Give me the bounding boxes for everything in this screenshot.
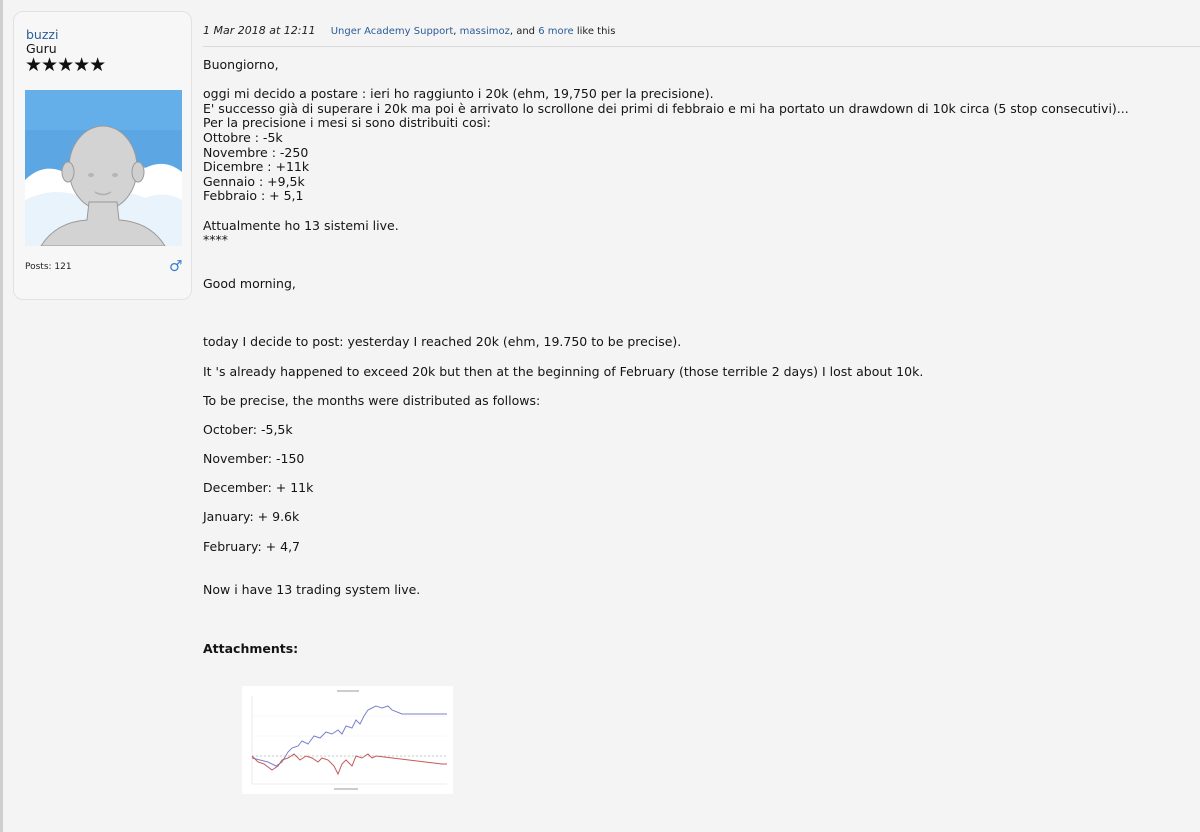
body-line: oggi mi decido a postare : ieri ho raggiunto i 20k (ehm, 19,750 per la precisione). xyxy=(203,86,714,102)
month-result-january: January: + 9.6k xyxy=(203,509,300,524)
english-paragraph: It 's already happened to exceed 20k but then at the beginning of February (those terrible 2 days) I lost about 10k. xyxy=(203,364,924,379)
month-result-november: November: -150 xyxy=(203,451,305,466)
body-blank-line xyxy=(203,204,1129,219)
attachment-thumbnail[interactable] xyxy=(242,686,453,794)
body-line: Febbraio : + 5,1 xyxy=(203,188,304,204)
more-likers-link[interactable]: 6 more xyxy=(538,26,574,37)
body-line: Per la precisione i mesi si sono distribuiti così: xyxy=(203,115,491,131)
header-divider xyxy=(203,46,1200,47)
liker-link-1[interactable]: Unger Academy Support xyxy=(330,26,454,37)
english-paragraph: To be precise, the months were distributed as follows: xyxy=(203,393,541,408)
user-rank: Guru xyxy=(26,41,57,56)
likes-suffix: like this xyxy=(573,26,616,37)
likes-separator: , xyxy=(453,26,460,37)
equity-chart-thumbnail-icon xyxy=(242,686,453,794)
body-line: Gennaio : +9,5k xyxy=(203,173,305,189)
avatar[interactable] xyxy=(25,90,182,246)
body-line: Dicembre : +11k xyxy=(203,159,310,175)
post-body-italian xyxy=(203,58,1129,248)
likes-separator: , and xyxy=(509,26,539,37)
month-result-february: February: + 4,7 xyxy=(203,539,300,554)
body-line: Attualmente ho 13 sistemi live. xyxy=(203,217,399,233)
english-paragraph: Now i have 13 trading system live. xyxy=(203,582,421,597)
body-line: Buongiorno, xyxy=(203,57,279,72)
user-info-card xyxy=(13,11,192,300)
body-line: Ottobre : -5k xyxy=(203,129,283,145)
male-gender-icon: ♂ xyxy=(169,257,183,275)
english-paragraph: today I decide to post: yesterday I reached 20k (ehm, 19.750 to be precise). xyxy=(203,334,682,349)
body-line: Novembre : -250 xyxy=(203,144,309,160)
rating-stars-icon: ★★★★★ xyxy=(25,54,106,76)
page-left-border xyxy=(0,0,3,832)
post-date[interactable]: 1 Mar 2018 at 12:11 xyxy=(203,24,316,37)
body-line: **** xyxy=(203,232,228,248)
username-link[interactable]: buzzi xyxy=(26,27,59,42)
post-meta xyxy=(203,24,615,37)
liker-link-2[interactable]: massimoz xyxy=(459,26,510,37)
attachments-heading: Attachments: xyxy=(203,641,299,656)
default-avatar-icon xyxy=(25,90,182,246)
english-greeting: Good morning, xyxy=(203,276,296,291)
month-result-october: October: -5,5k xyxy=(203,422,293,437)
month-result-december: December: + 11k xyxy=(203,480,314,495)
body-blank-line xyxy=(203,73,1129,88)
body-line: E' successo già di superare i 20k ma poi è arrivato lo scrollone dei primi di febbraio e mi ha portato un drawdown di 10k circa (5 stop consecutivi)... xyxy=(203,100,1129,116)
post-count: Posts: 121 xyxy=(25,262,72,272)
